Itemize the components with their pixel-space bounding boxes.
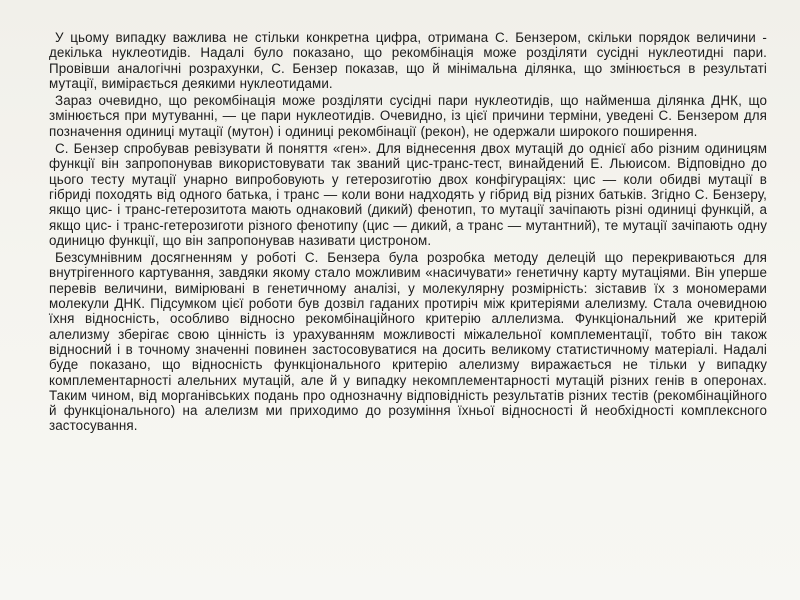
paragraph-4: Безсумнівним досягненням у роботі С. Бензера була розробка методу делецій що перекриваються для внутрігенного картування, завдяки якому стало можливим «насичувати» генетичну карту мутаціями. Він уперше перевів величини, вимірювані в генетичному аналізі, у молекулярну розмірність: зіставив їх з мономерами молекули ДНК. Підсумком цієї роботи був дозвіл гаданих протиріч між критеріями алелизму. Стала очевидною їхня відносність, особливо відносно рекомбінаційного критерію аллелизма. Функціональний же критерій алелизму зберігає свою цінність із урахуванням можливості міжалельної комплементації, тобто він також відносний і в точному значенні повинен застосовуватися на досить великому статистичному матеріалі. Надалі буде показано, що відносність функціонального критерію алелизму виражається не тільки у випадку комплементарності алельних мутацій, але й у випадку некомплементарності мутацій різних генів в оперонах. Таким чином, від морганівських подань про однозначну відповідність результатів різних тестів (рекомбінаційного й функціонального) на алелизм ми приходимо до розуміння їхньої відносності й необхідності комплексного застосування. — [49, 250, 767, 434]
paragraph-2: Зараз очевидно, що рекомбінація може розділяти сусідні пари нуклеотидів, що найменша ділянка ДНК, що змінюється при мутуванні, — це пари нуклеотидів. Очевидно, із цієї причини терміни, уведені С. Бензером для позначення одиниці мутації (мутон) і одиниці рекомбінації (рекон), не одержали широкого поширення. — [49, 93, 767, 139]
paragraph-3: С. Бензер спробував ревізувати й поняття «ген». Для віднесення двох мутацій до однієї або різним одиницям функції він запропонував використовувати так званий цис-транс-тест, винайдений Е. Льюисом. Відповідно до цього тесту мутації унарно випробовують у гетерозиготію двох конфігурацiях: цис — коли обидві мутації в гібриді походять від одного батька, і транс — коли вони надходять у гібрид від різних батьків. Згідно С. Бензеру, якщо цис- і транс-гетерозитота мають однаковий (дикий) фенотип, то мутації зачіпають різні одиниці функцій, а якщо цис- і транс-гетерозиготи різного фенотипу (цис — дикий, а транс — мутантний), те мутації зачіпають одну одиницю функції, що він запропонував називати цистроном. — [49, 141, 767, 248]
document-body — [49, 30, 767, 434]
paragraph-1: У цьому випадку важлива не стільки конкретна цифра, отримана С. Бензером, скільки порядок величини - декілька нуклеотидів. Надалі було показано, що рекомбінація може розділяти сусідні нуклеотидні пари. Провівши аналогічні розрахунки, С. Бензер показав, що й мінімальна ділянка, що змінюється в результаті мутації, вимірається деякими нуклеотидами. — [49, 30, 767, 91]
